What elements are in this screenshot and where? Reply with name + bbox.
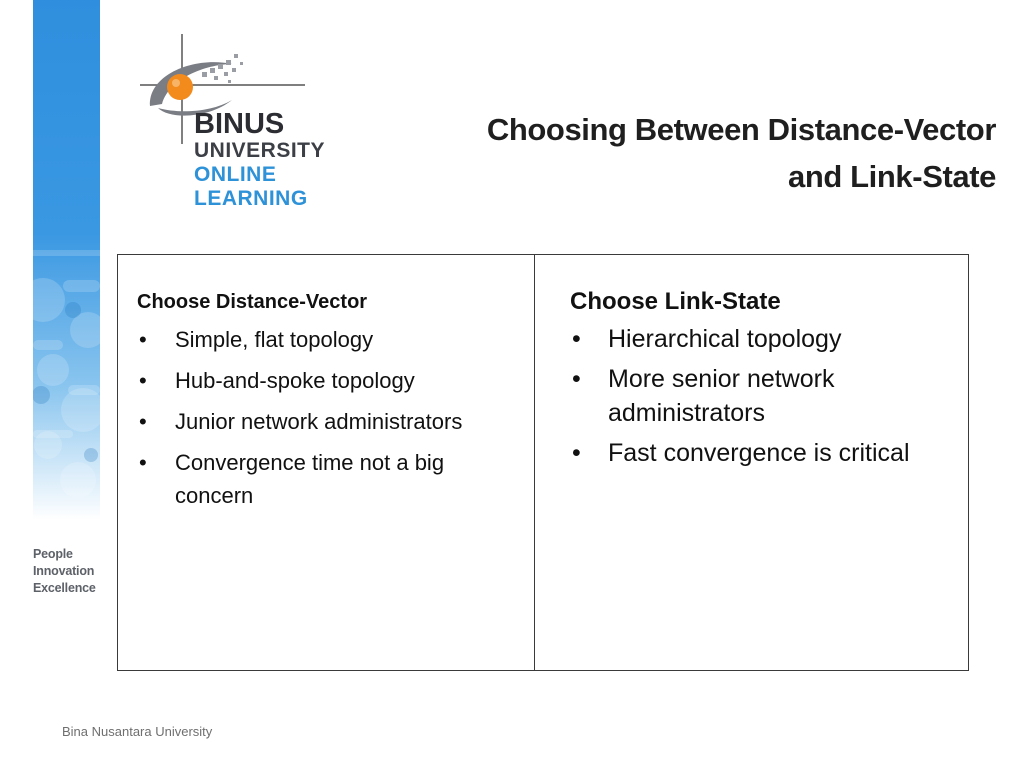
list-item-text: Hub-and-spoke topology [175,368,415,393]
list-item [137,446,520,512]
list-item [570,362,968,430]
list-item [137,405,520,438]
slide-title-line-2: and Link-State [788,159,996,194]
tagline [33,546,96,597]
bullet-icon: • [139,450,147,475]
logo-learning: LEARNING [194,187,308,210]
slide-title-line-1: Choosing Between Distance-Vector [486,112,996,147]
list-item [137,364,520,397]
footer-text: Bina Nusantara University [62,724,213,739]
tagline-innovation: Innovation [33,564,95,578]
list-item-text: Junior network administrators [175,409,463,434]
logo-university: UNIVERSITY [194,139,326,162]
list-item [570,322,968,356]
side-strip-pattern-icon [33,0,100,520]
list-item [570,436,968,470]
bullet-icon: • [572,439,581,467]
logo-wordmark [194,110,325,211]
list-item-text: Hierarchical topology [608,325,842,353]
link-state-list [570,322,968,470]
distance-vector-column [118,255,535,670]
bullet-icon: • [572,365,581,393]
list-item [137,323,520,356]
list-item-text: Fast convergence is critical [608,439,910,467]
distance-vector-heading: Choose Distance-Vector [137,291,368,313]
distance-vector-list [137,323,534,512]
bullet-icon: • [139,327,147,352]
list-item-text: Simple, flat topology [175,327,374,352]
link-state-column [535,255,968,670]
decorative-side-strip [33,0,100,520]
slide-title [376,106,996,200]
comparison-table [117,254,969,671]
tagline-people: People [33,547,73,561]
link-state-heading: Choose Link-State [570,288,781,315]
tagline-excellence: Excellence [33,581,96,595]
bullet-icon: • [139,409,147,434]
list-item-text: Convergence time not a big concern [175,450,445,508]
list-item-text: More senior network administrators [608,365,835,427]
logo-binus: BINUS [194,108,285,140]
bullet-icon: • [572,325,581,353]
logo-online: ONLINE [194,163,277,186]
bullet-icon: • [139,368,147,393]
